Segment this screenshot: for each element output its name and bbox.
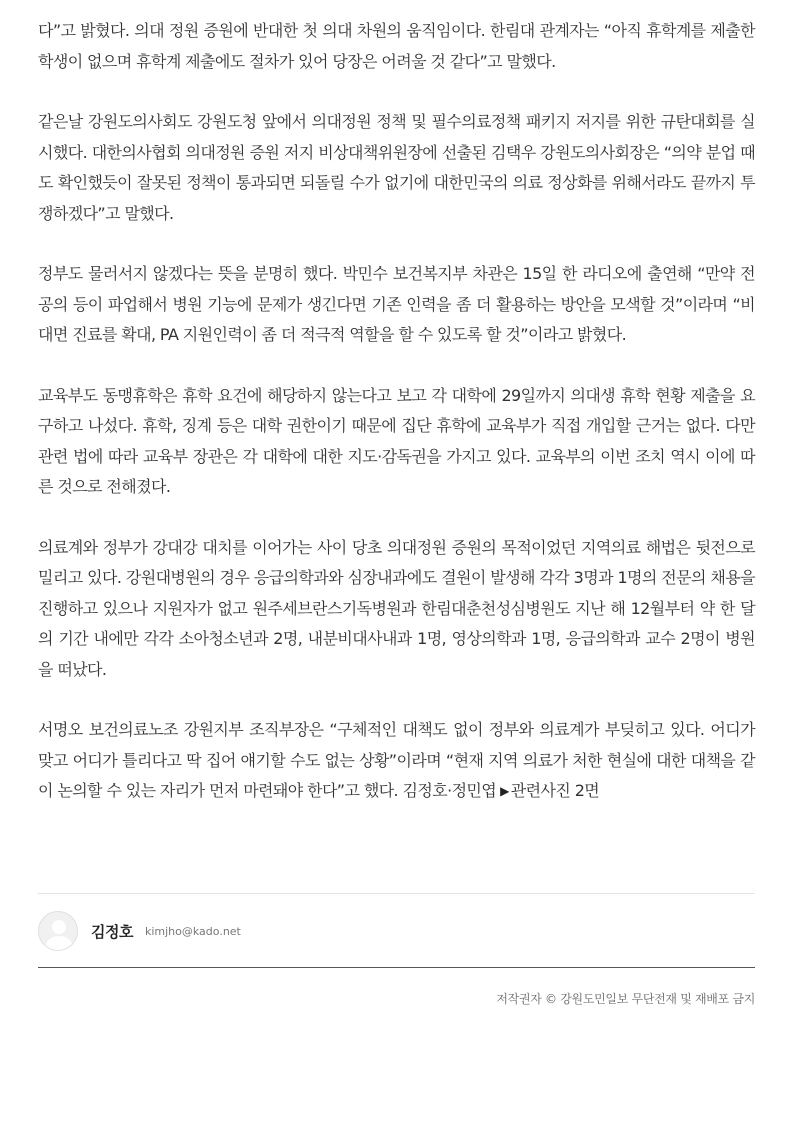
related-arrow-icon: ▶ <box>500 784 509 798</box>
author-email[interactable]: kimjho@kado.net <box>144 924 241 938</box>
article-paragraph-1: 다”고 밝혔다. 의대 정원 증원에 반대한 첫 의대 차원의 움직임이다. 한림대 관계자는 “아직 휴학계를 제출한 학생이 없으며 휴학계 제출에도 절차가 있어 당장은 어려울 것 같다”고 말했다. <box>38 21 755 71</box>
copyright-notice: 저작권자 © 강원도민일보 무단전재 및 재배포 금지 <box>496 992 755 1006</box>
closing-paragraph-text: 서명오 보건의료노조 강원지부 조직부장은 “구체적인 대책도 없이 정부와 의료계가 부딪히고 있다. 어디가 맞고 어디가 틀리다고 딱 집어 얘기할 수도 없는 상황”이라며 “현재 지역 의료가 처한 현실에 대한 대책을 같이 논의할 수 있는 자리가 먼저 마련돼야 한다”고 했다. 김정호·정민엽 <box>38 720 755 800</box>
article-body <box>38 16 755 808</box>
author-divider-bottom <box>38 967 755 968</box>
article-paragraph-3: 정부도 물러서지 않겠다는 뜻을 분명히 했다. 박민수 보건복지부 차관은 15일 한 라디오에 출연해 “만약 전공의 등이 파업해서 병원 기능에 문제가 생긴다면 기존 인력을 좀 더 활용하는 방안을 모색할 것”이라며 “비대면 진료를 확대, PA 지원인력이 좀 더 적극적 역할을 할 수 있도록 할 것”이라고 밝혔다. <box>38 264 755 344</box>
article-paragraph-4: 교육부도 동맹휴학은 휴학 요건에 해당하지 않는다고 보고 각 대학에 29일까지 의대생 휴학 현황 제출을 요구하고 나섰다. 휴학, 징계 등은 대학 권한이기 때문에 집단 휴학에 교육부가 직접 개입할 근거는 없다. 다만 관련 법에 따라 교육부 장관은 각 대학에 대한 지도·감독권을 가지고 있다. 교육부의 이번 조치 역시 이에 따른 것으로 전해졌다. <box>38 385 755 496</box>
user-avatar-icon <box>38 911 78 951</box>
author-name[interactable]: 김정호 <box>91 922 133 941</box>
author-box <box>38 910 241 952</box>
article-paragraph-2: 같은날 강원도의사회도 강원도청 앞에서 의대정원 정책 및 필수의료정책 패키지 저지를 위한 규탄대회를 실시했다. 대한의사협회 의대정원 증원 저지 비상대책위원장에 선출된 김택우 강원도의사회장은 “의약 분업 때도 확인했듯이 잘못된 정책이 통과되면 되돌릴 수가 없기에 대한민국의 의료 정상화를 위해서라도 끝까지 투쟁하겠다”고 말했다. <box>38 112 755 223</box>
author-divider-top <box>38 893 755 894</box>
article-paragraph-5: 의료계와 정부가 강대강 대치를 이어가는 사이 당초 의대정원 증원의 목적이었던 지역의료 해법은 뒷전으로 밀리고 있다. 강원대병원의 경우 응급의학과와 심장내과에도 결원이 발생해 각각 3명과 1명의 전문의 채용을 진행하고 있으나 지원자가 없고 원주세브란스기독병원과 한림대춘천성심병원도 지난 해 12월부터 약 한 달의 기간 내에만 각각 소아청소년과 2명, 내분비대사내과 1명, 영상의학과 1명, 응급의학과 교수 2명이 병원을 떠났다. <box>38 537 755 679</box>
related-photo-link[interactable]: 관련사진 2면 <box>510 781 600 800</box>
article-paragraph-6 <box>38 715 755 808</box>
